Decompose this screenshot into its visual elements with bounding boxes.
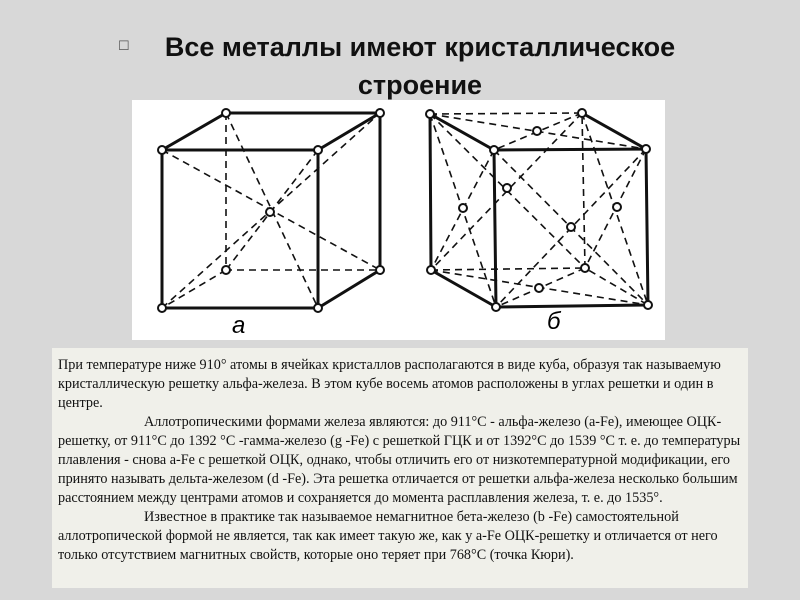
figure-label-b: б xyxy=(547,308,561,335)
fcc-cube xyxy=(426,109,652,311)
paragraph: Аллотропическими формами железа являются: до 911°С - альфа-железо (a-Fe), имеющее ОЦК-решетку, от 911°С до 1392 °С -гамма-железо (g -Fe) с решеткой ГЦК и от 1392°С до 1539 °С т. е. до температуры плавления - снова a-Fe с решеткой ОЦК, однако, чтобы отличить его от низкотемпературной модификации, его принято называть дельта-железом (d -Fe). Эта решетка отличается от решетки альфа-железа несколько большим расстоянием между центрами атомов и сохраняется до момента расплавления железа, т. е. до 1535°. xyxy=(58,414,741,506)
bcc-cube xyxy=(158,109,384,312)
description-textbox xyxy=(52,348,748,588)
bullet-icon: ☐ xyxy=(118,38,130,53)
slide-title: Все металлы имеют кристаллическое строение xyxy=(164,32,676,100)
paragraph: При температуре ниже 910° атомы в ячейках кристаллов располагаются в виде куба, образуя так называемую кристаллическую решетку альфа-железа. В этом кубе восемь атомов расположены в углах решетки и один в центре. xyxy=(58,357,721,411)
figure-label-a: а xyxy=(232,312,246,339)
crystal-lattice-figure xyxy=(132,100,665,340)
paragraph: Известное в практике так называемое немагнитное бета-железо (b -Fe) самостоятельной аллотропической формой не является, так как имеет такую же, как у a-Fe ОЦК-решетку и отличается от него только отсутствием магнитных свойств, которые оно теряет при 768°С (точка Кюри). xyxy=(58,509,718,563)
